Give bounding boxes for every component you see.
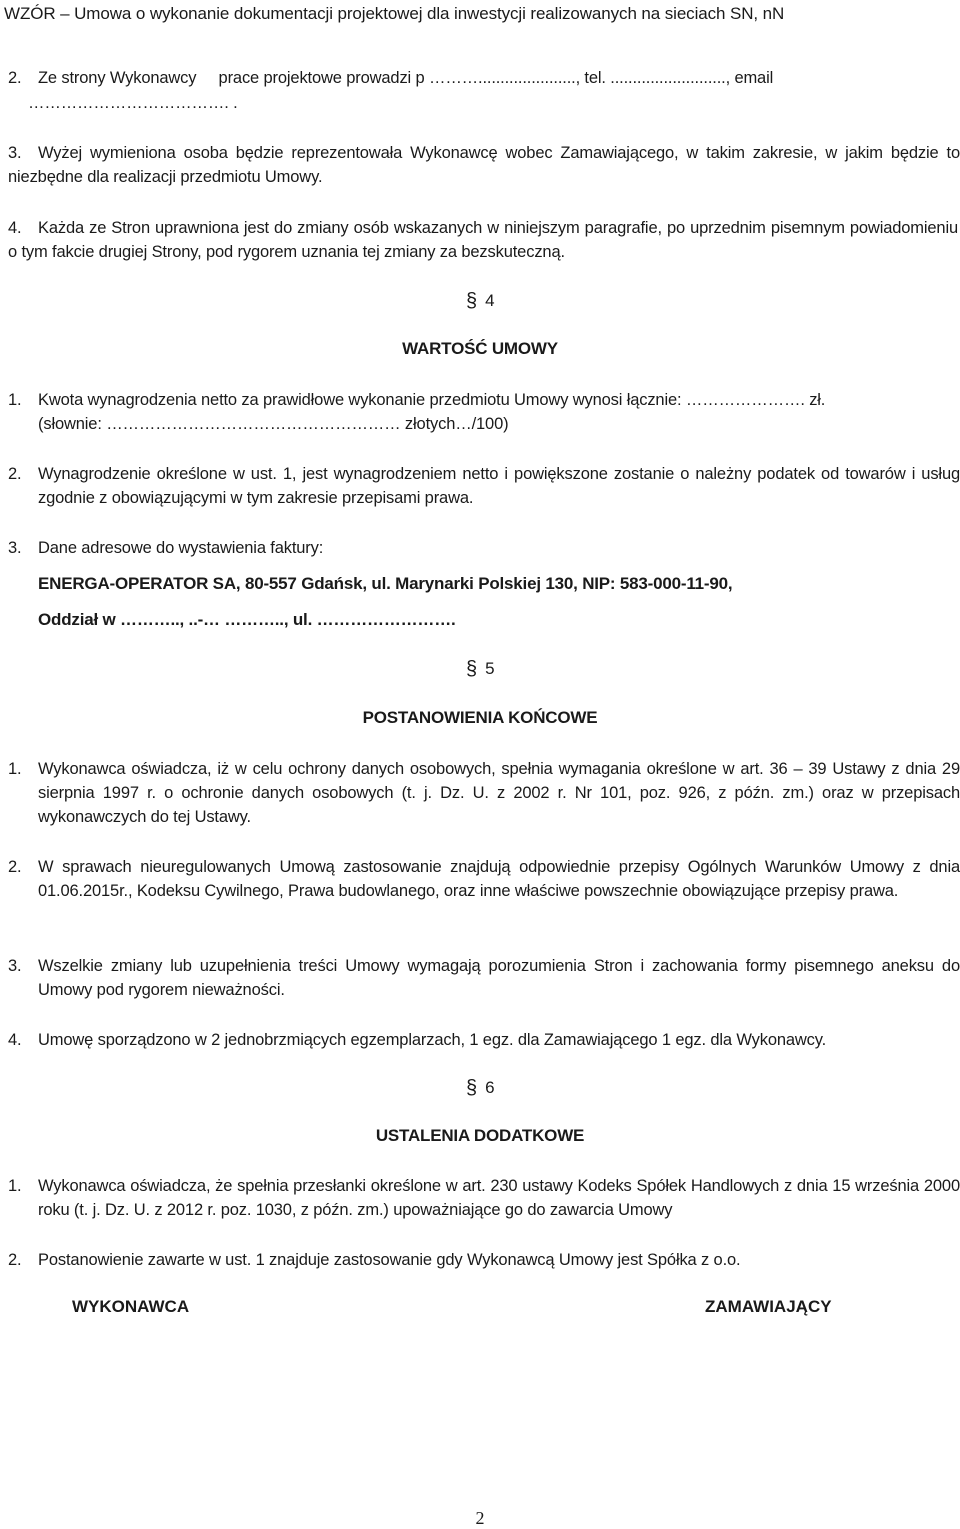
section-5-mark bbox=[466, 658, 495, 681]
paragraph-text: Wyżej wymieniona osoba będzie reprezentowała Wykonawcę wobec Zamawiającego, w takim zakresie, w jakim będzie to niezbędne dla realizacji przedmiotu Umowy. bbox=[8, 144, 960, 186]
section-5-item-4 bbox=[8, 1028, 960, 1052]
paragraph-text: Wykonawca oświadcza, że spełnia przesłanki określone w art. 230 ustawy Kodeks Spółek Handlowych z dnia 15 września 2000 roku (t. j. Dz. U. z 2012 r. poz. 1030, z późn. zm.) upoważniające go do zawarcia Umowy bbox=[38, 1177, 960, 1219]
paragraph-number: 3. bbox=[8, 957, 22, 975]
paragraph-number: 1. bbox=[8, 391, 22, 409]
paragraph-text: W sprawach nieuregulowanych Umową zastosowanie znajdują odpowiednie przepisy Ogólnych Warunków Umowy z dnia 01.06.2015r., Kodeksu Cywilnego, Prawa budowlanego, oraz inne właściwe powszechnie obowiązujące przepisy prawa. bbox=[38, 858, 960, 900]
section-4-item-2 bbox=[8, 462, 960, 510]
paragraph-number: 2. bbox=[8, 69, 22, 87]
document-header: WZÓR – Umowa o wykonanie dokumentacji projektowej dla inwestycji realizowanych na sieciach SN, nN bbox=[4, 4, 785, 23]
section-6-title: USTALENIA DODATKOWE bbox=[375, 1126, 585, 1145]
section-symbol: § bbox=[466, 1077, 478, 1099]
section-5-title: POSTANOWIENIA KOŃCOWE bbox=[362, 708, 598, 727]
paragraph-text: ………………………………. . bbox=[28, 94, 238, 112]
section-6-item-1 bbox=[8, 1174, 960, 1222]
section-number: 6 bbox=[485, 1078, 495, 1097]
page-number: 2 bbox=[475, 1508, 485, 1528]
paragraph-text: Każda ze Stron uprawniona jest do zmiany osób wskazanych w niniejszym paragrafie, po uprzednim pisemnym powiadomieniu o tym fakcie drugiej Strony, pod rygorem uznania tej zmiany za bezskuteczną. bbox=[8, 219, 958, 261]
paragraph-text: Dane adresowe do wystawienia faktury: bbox=[38, 539, 324, 557]
section-5-item-1 bbox=[8, 757, 960, 829]
paragraph-contractor-contact bbox=[8, 66, 960, 90]
paragraph-number: 4. bbox=[8, 1031, 22, 1049]
section-symbol: § bbox=[466, 658, 478, 680]
paragraph-number: 2. bbox=[8, 1251, 22, 1269]
section-number: 4 bbox=[485, 291, 495, 310]
paragraph-text: Ze strony Wykonawcy prace projektowe prowadzi p ………......................, tel. .........................., email bbox=[38, 69, 774, 87]
section-number: 5 bbox=[485, 659, 495, 678]
paragraph-number: 3. bbox=[8, 144, 22, 162]
paragraph-email-placeholder bbox=[28, 91, 960, 115]
paragraph-change-persons bbox=[8, 216, 958, 264]
section-5-item-2 bbox=[8, 855, 960, 903]
section-symbol: § bbox=[466, 290, 478, 312]
invoice-address-line-1: ENERGA-OPERATOR SA, 80-557 Gdańsk, ul. Marynarki Polskiej 130, NIP: 583-000-11-90, bbox=[38, 574, 733, 593]
paragraph-text: Wynagrodzenie określone w ust. 1, jest wynagrodzeniem netto i powiększone zostanie o należny podatek od towarów i usług zgodnie z obowiązującymi w tym zakresie przepisami prawa. bbox=[38, 465, 960, 507]
section-4-item-3 bbox=[8, 536, 960, 560]
paragraph-text: (słownie: ……………………………………………… złotych…/100) bbox=[38, 415, 509, 433]
paragraph-text: Wszelkie zmiany lub uzupełnienia treści Umowy wymagają porozumienia Stron i zachowania formy pisemnego aneksu do Umowy pod rygorem nieważności. bbox=[38, 957, 960, 999]
paragraph-number: 2. bbox=[8, 858, 22, 876]
paragraph-number: 4. bbox=[8, 219, 22, 237]
signature-client: ZAMAWIAJĄCY bbox=[705, 1297, 832, 1316]
section-6-mark bbox=[466, 1077, 495, 1100]
section-4-item-1-line-2 bbox=[38, 412, 960, 436]
paragraph-text: Postanowienie zawarte w ust. 1 znajduje zastosowanie gdy Wykonawcą Umowy jest Spółka z o.o. bbox=[38, 1251, 741, 1269]
paragraph-text: Kwota wynagrodzenia netto za prawidłowe wykonanie przedmiotu Umowy wynosi łącznie: …………………. zł. bbox=[38, 391, 826, 409]
section-5-item-3 bbox=[8, 954, 960, 1002]
paragraph-text: Umowę sporządzono w 2 jednobrzmiących egzemplarzach, 1 egz. dla Zamawiającego 1 egz. dla Wykonawcy. bbox=[38, 1031, 827, 1049]
paragraph-number: 1. bbox=[8, 760, 22, 778]
paragraph-number: 2. bbox=[8, 465, 22, 483]
invoice-address-line-2: Oddział w ……….., ..-… ……….., ul. ……………………. bbox=[38, 610, 456, 629]
signature-contractor: WYKONAWCA bbox=[72, 1297, 190, 1316]
section-4-title: WARTOŚĆ UMOWY bbox=[402, 339, 558, 358]
section-6-item-2 bbox=[8, 1248, 960, 1272]
paragraph-number: 3. bbox=[8, 539, 22, 557]
section-4-mark bbox=[466, 290, 495, 313]
paragraph-text: Wykonawca oświadcza, iż w celu ochrony danych osobowych, spełnia wymagania określone w art. 36 – 39 Ustawy z dnia 29 sierpnia 1997 r. o ochronie danych osobowych (t. j. Dz. U. z 2002 r. Nr 101, poz. 926, z późn. zm.) oraz w przepisach wykonawczych do tej Ustawy. bbox=[38, 760, 960, 826]
paragraph-number: 1. bbox=[8, 1177, 22, 1195]
paragraph-representative bbox=[8, 141, 960, 189]
section-4-item-1-line-1 bbox=[8, 388, 960, 412]
